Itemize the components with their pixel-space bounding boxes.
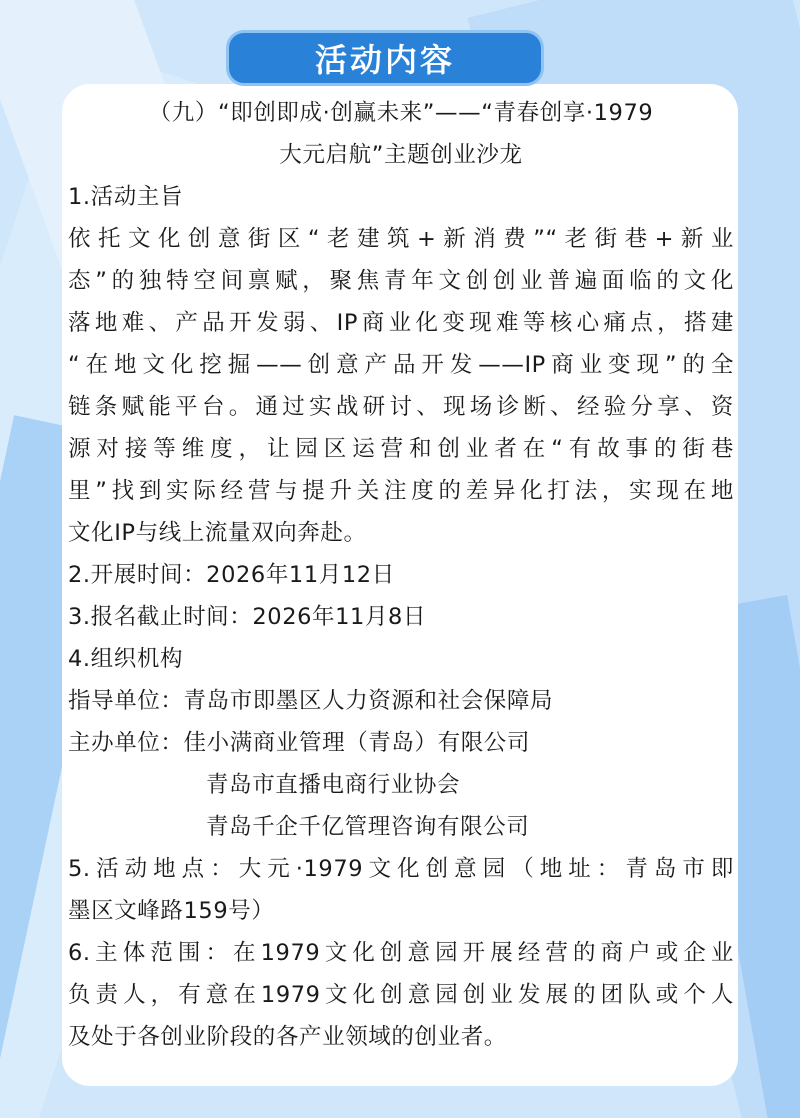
- content-line: 青岛千企千亿管理咨询有限公司: [206, 814, 530, 840]
- content-line: 指导单位：青岛市即墨区人力资源和社会保障局: [68, 688, 554, 714]
- content-line: 落地难、产品开发弱、IP商业化变现难等核心痛点，搭建: [68, 310, 734, 336]
- content-line: 墨区文峰路159号）: [68, 898, 275, 924]
- content-line: 1.活动主旨: [68, 184, 184, 210]
- content-line: 5.活动地点：大元·1979文化创意园（地址：青岛市即: [68, 856, 734, 882]
- content-line: 链条赋能平台。通过实战研讨、现场诊断、经验分享、资: [68, 394, 734, 420]
- content-line: 2.开展时间：2026年11月12日: [68, 562, 395, 588]
- content-line: 源对接等维度，让园区运营和创业者在“有故事的街巷: [68, 436, 734, 462]
- content-line: 3.报名截止时间：2026年11月8日: [68, 604, 427, 630]
- content-line: 依托文化创意街区“老建筑+新消费”“老街巷+新业: [68, 226, 734, 252]
- content-line: 负责人，有意在1979文化创意园创业发展的团队或个人: [68, 982, 734, 1008]
- content-line: 态”的独特空间禀赋，聚焦青年文创创业普遍面临的文化: [68, 268, 734, 294]
- content-line: “在地文化挖掘——创意产品开发——IP商业变现”的全: [68, 352, 734, 378]
- content-line: 青岛市直播电商行业协会: [206, 772, 461, 798]
- content-line: 及处于各创业阶段的各产业领域的创业者。: [68, 1024, 507, 1050]
- content-line: 大元启航”主题创业沙龙: [279, 142, 523, 168]
- activity-content: [68, 92, 734, 1058]
- content-line: 主办单位：佳小满商业管理（青岛）有限公司: [68, 730, 531, 756]
- section-title: 活动内容: [226, 30, 544, 86]
- content-line: （九）“即创即成·创赢未来”——“青春创享·1979: [148, 100, 654, 126]
- content-line: 4.组织机构: [68, 646, 184, 672]
- content-line: 文化IP与线上流量双向奔赴。: [68, 520, 367, 546]
- content-line: 里”找到实际经营与提升关注度的差异化打法，实现在地: [68, 478, 734, 504]
- content-line: 6.主体范围：在1979文化创意园开展经营的商户或企业: [68, 940, 734, 966]
